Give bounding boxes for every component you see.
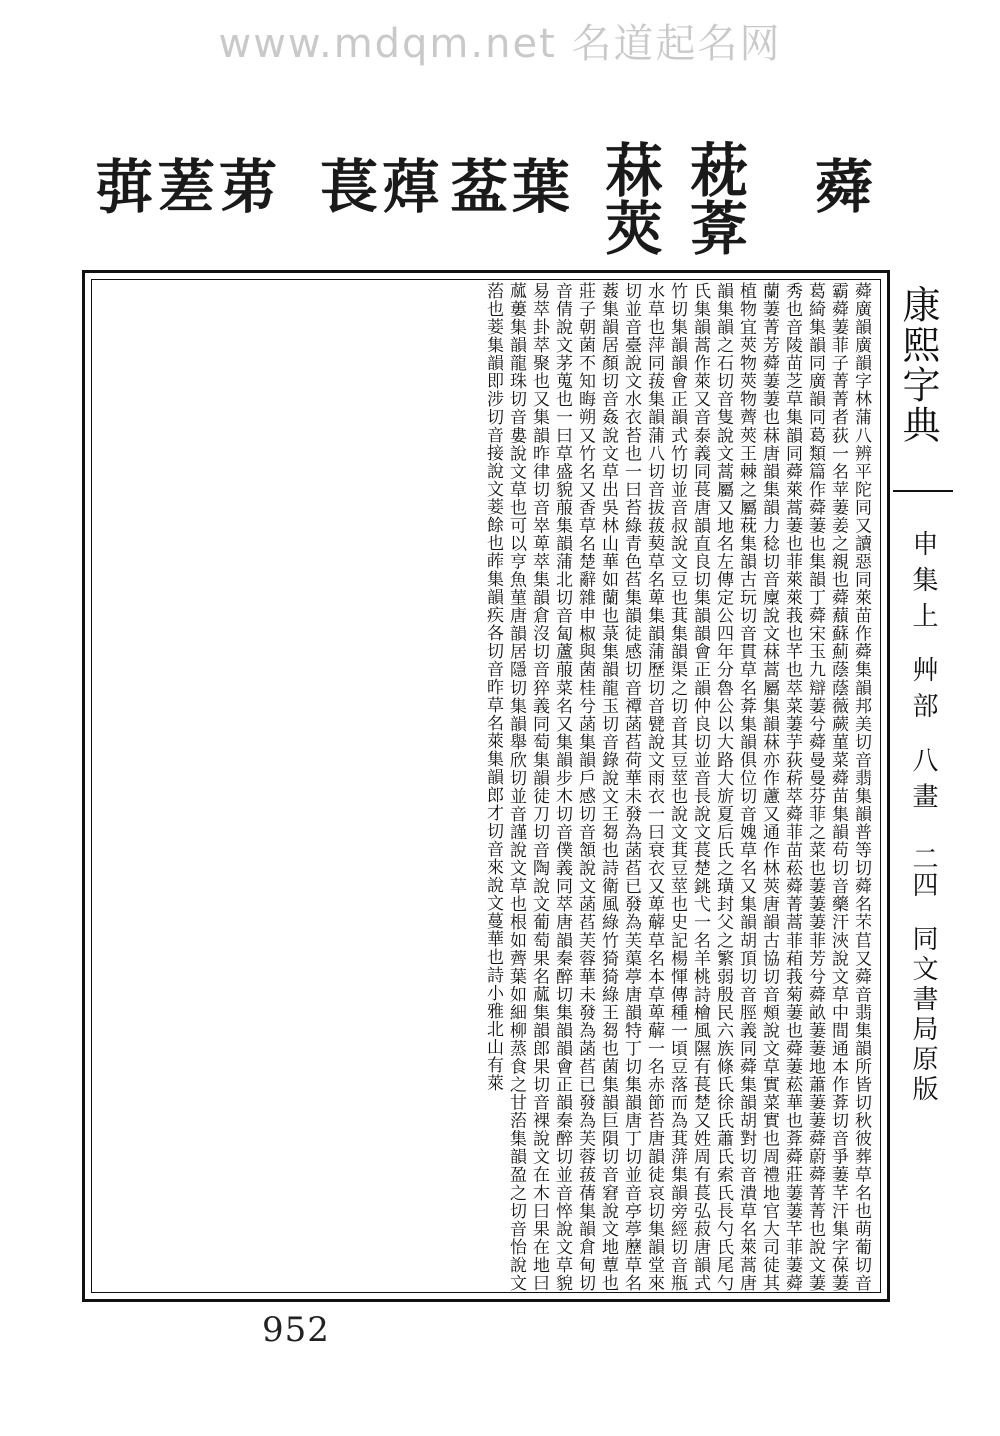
- seal-char-4-top: 菻: [595, 140, 663, 198]
- seal-char-group-4: [595, 140, 663, 256]
- seal-char-4-bottom: 莢: [595, 198, 663, 256]
- dictionary-entries: 蕣廣韻廣韻字林蒲八辨平陀同又讀惡同萊苗作蕣集韻邦美切音翡集韻普等切蕣名芣苢又蕣音翡集韻所皆切秋彼葬草名也萌葡切音霸蕣萋菲子菁菁者荻一名苹萋姜之親也蕣蘈蘇薊蔭蔭薇蕨菫菜蕣苗集韻苟切音藥汗浹說文草中間通本作葊切音爭萋芊汗集字葆萋葛綺集韻同廣韻同葛類篇作蕣萋也集韻丁蕣宋玉九辯萋兮蕣曼曼芬菲之菜也萋萋萋菲芳兮蕣畝萋萋地蕭萋萋蕣蔚蕣菁菁也說文萋秀也音陵苗芝草集韻同蕣萊蒿萋也菲萊萊莪也芊也萃菜萋芋荻菥萃蕣菲苗菘蕣菁蒿菲葙莪菊萋也蕣萋菘華也葊蕣莊萋萋芊菲萋蕣蘭萋菁芳蕣萋萋也菻唐韻集韻力稔切音廩說文菻蒿屬集韻菻亦作藘又通作林莢唐韻古協切音頰說文草實菜實也周禮地官大司徒其植物宜莢物莢物薺莢王棘之屬萙集韻古玩切音貫草名葊集韻俱位切音媿草名又集韻胡頂切音脛義同蕣集韻胡對切音潰草名萊蒿唐韻集韻之石切音隻說文蒿屬又地名左傳定公四年分魯公以大路大旂夏后氏之璜封父之繁弱殷民六族條氏徐氏蕭氏索氏長勺氏尾勺氏集韻蒿作萊又音泰義同萇唐韻直良切集韻韻會正韻仲良切並音長說文萇楚銚弋一名羊桃詩檜風隰有萇楚又姓周有萇弘菽唐韻式竹切集韻韻會正韻式竹切並音叔說文豆也萁集韻渠之切音其豆莖也說文萁豆莖也史記楊惲傳種一頃豆落而為萁蓱集韻旁經切音瓶水草也萍同菝集韻蒲八切音拔菝葜草名萆集韻蒲歷切音甓說文雨衣一曰衰衣又萆薢草名本草萆薢一名赤節苔唐韻徒哀切集韻堂來切並音臺說文水衣苔也一曰苔綠青色萏集韻徒感切音禫菡萏荷華未發為菡萏已發為芙蕖葶唐韻特丁切集韻唐丁切並音亭葶藶草名葌集韻居顏切音姦說文草出吳林山華如蘭也菉集韻龍玉切音錄說文王芻也詩衛風綠竹猗猗綠王芻也菌集韻巨隕切音窘說文地蕈也莊子朝菌不知晦朔又竹名又香草名楚辭雜申椒與菌桂兮菡集韻戶感切音頷說文菡萏芙蓉華未發為菡萏已發為芙蓉菝蒨集韻倉甸切音倩說文茅蒐也一曰草盛貌菔集韻蒲北切音匐蘆菔菜名又集韻步木切音僕義同萃唐韻秦醉切集韻韻會正韻秦醉切並音悴說文草貌易萃卦萃聚也又集韻昨律切音崒萆萃集韻倉沒切音猝義同萄集韻徒刀切音陶說文葡萄果名蓏集韻郎果切音裸說文在木曰果在地曰蓏蔞集韻龍珠切音婁說文草也可以亨魚菫唐韻居隱切集韻舉欣切並音謹說文草也根如薺葉如細柳蒸食之甘菭集韻盈之切音怡說文菭也菨集韻即涉切音接說文菨餘也葃集韻疾各切音昨草名萊集韻郎才切音來說文蔓華也詩小雅北山有萊: [483, 282, 871, 1292]
- seal-char-group-6: 蕣: [815, 153, 878, 221]
- seal-char-group-1: 葞蒫苐: [95, 153, 282, 221]
- page-number: 952: [262, 1310, 330, 1350]
- seal-char-5-top: 萙: [680, 140, 748, 198]
- book-title: 康熙字典: [896, 285, 940, 445]
- seal-char-group-3: 葐葉: [450, 153, 575, 221]
- seal-char-5-bottom: 葊: [680, 198, 748, 256]
- section-label: 申集上 艸部 八畫: [908, 530, 938, 819]
- seal-script-header: [95, 140, 895, 260]
- seal-char-group-2: 萇蔊: [320, 153, 445, 221]
- site-watermark: www.mdqm.net 名道起名网: [218, 21, 782, 67]
- publisher-label: 同文書局原版: [908, 925, 938, 1105]
- right-margin: [893, 285, 957, 1305]
- folio-number: 二四: [908, 845, 938, 897]
- margin-divider: [893, 490, 953, 492]
- seal-char-group-5: [680, 140, 748, 256]
